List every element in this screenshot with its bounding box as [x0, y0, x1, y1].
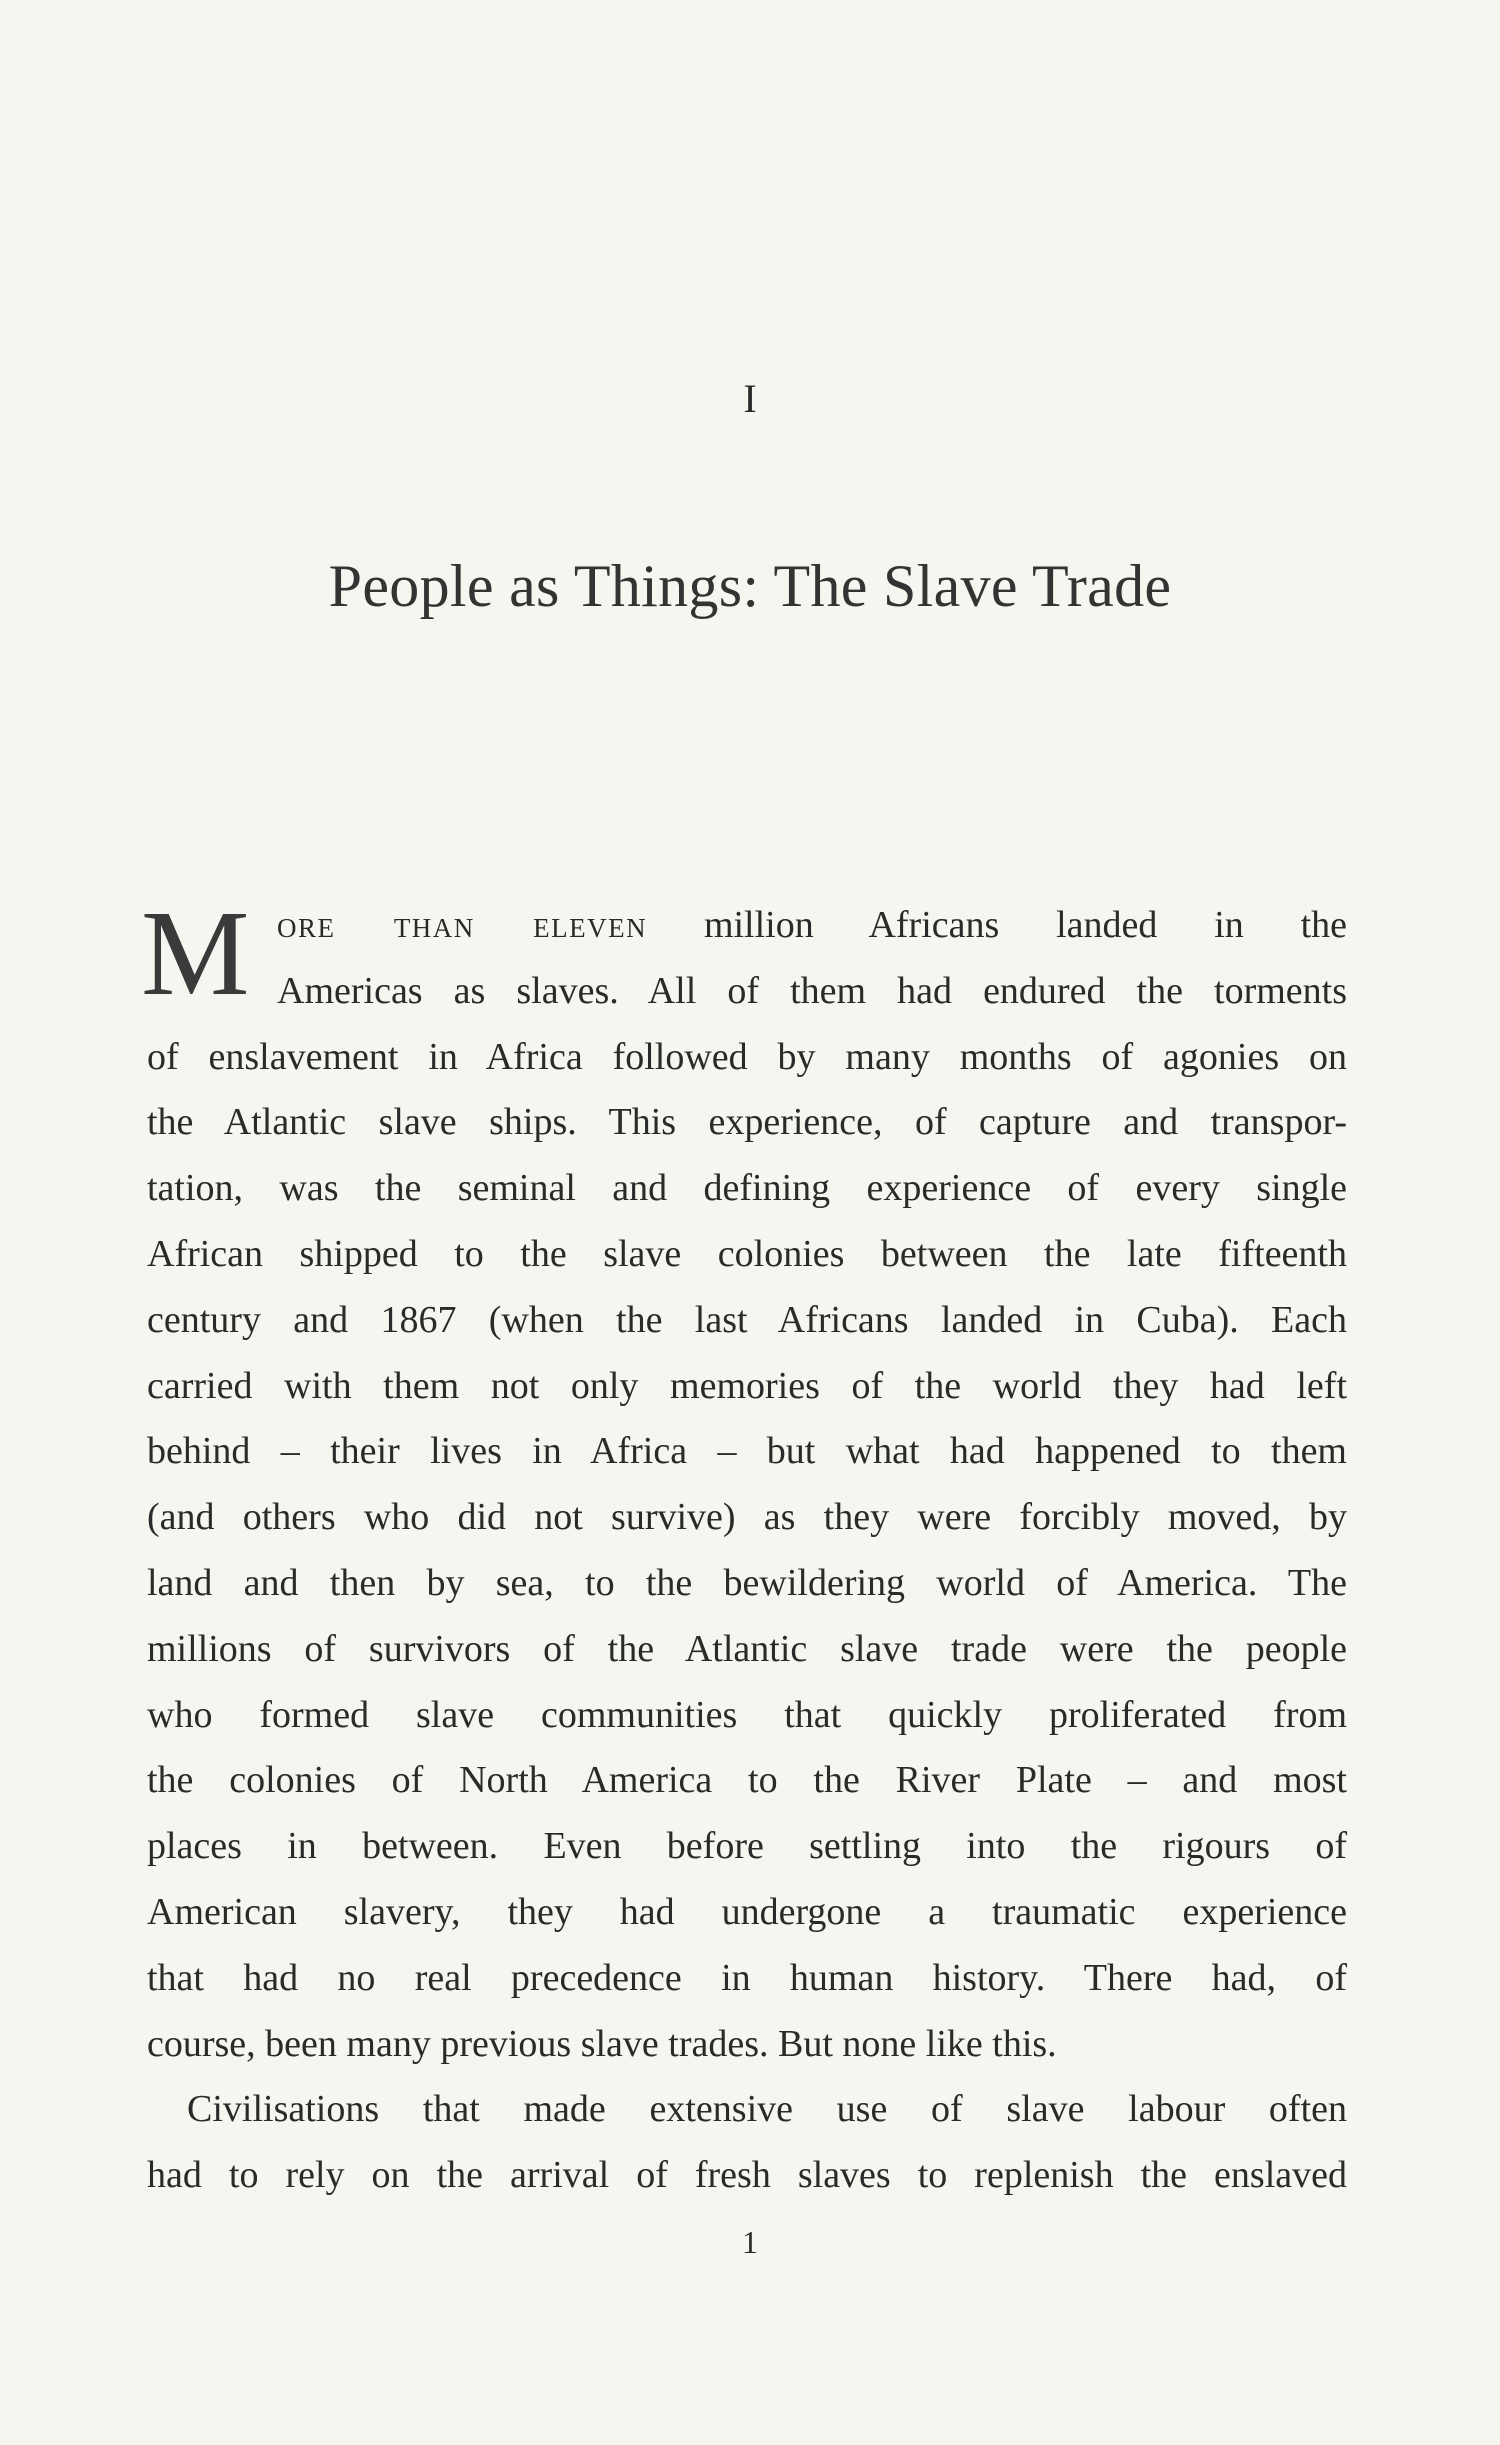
line-text: million Africans landed in the [703, 904, 1348, 946]
text-line-4: the Atlantic slave ships. This experience, of capture and transpor- [147, 1101, 1347, 1144]
drop-cap: M [141, 886, 250, 1021]
text-line-12: millions of survivors of the Atlantic slave trade were the people [147, 1627, 1347, 1670]
text-line-15: places in between. Even before settling into the rigours of [147, 1825, 1347, 1868]
text-line-7: century and 1867 (when the last Africans landed in Cuba). Each [147, 1298, 1347, 1341]
text-line-14: the colonies of North America to the River Plate – and most [147, 1759, 1347, 1802]
text-line-5: tation, was the seminal and defining experience of every single [147, 1167, 1347, 1210]
text-line-19: Civilisations that made extensive use of slave labour often [187, 2088, 1347, 2131]
chapter-number: I [743, 376, 757, 421]
opening-smallcaps: ore than eleven [277, 904, 648, 946]
text-line-11: land and then by sea, to the bewildering world of America. The [147, 1561, 1347, 1604]
text-line-16: American slavery, they had undergone a traumatic experience [147, 1890, 1347, 1933]
text-line-10: (and others who did not survive) as they were forcibly moved, by [147, 1496, 1347, 1539]
text-line-20: had to rely on the arrival of fresh slaves to replenish the enslaved [147, 2154, 1347, 2197]
text-line-3: of enslavement in Africa followed by many months of agonies on [147, 1035, 1347, 1078]
text-line-6: African shipped to the slave colonies between the late fifteenth [147, 1232, 1347, 1275]
text-line-9: behind – their lives in Africa – but what had happened to them [147, 1430, 1347, 1473]
text-line-17: that had no real precedence in human history. There had, of [147, 1956, 1347, 1999]
page-number: 1 [742, 2224, 758, 2260]
text-line-13: who formed slave communities that quickly proliferated from [147, 1693, 1347, 1736]
chapter-title: People as Things: The Slave Trade [328, 553, 1172, 619]
text-line-18: course, been many previous slave trades. But none like this. [147, 2022, 1057, 2065]
text-line-8: carried with them not only memories of the world they had left [147, 1364, 1347, 1407]
body-text [141, 886, 1348, 2209]
text-line-2: Americas as slaves. All of them had endured the torments [277, 969, 1347, 1012]
